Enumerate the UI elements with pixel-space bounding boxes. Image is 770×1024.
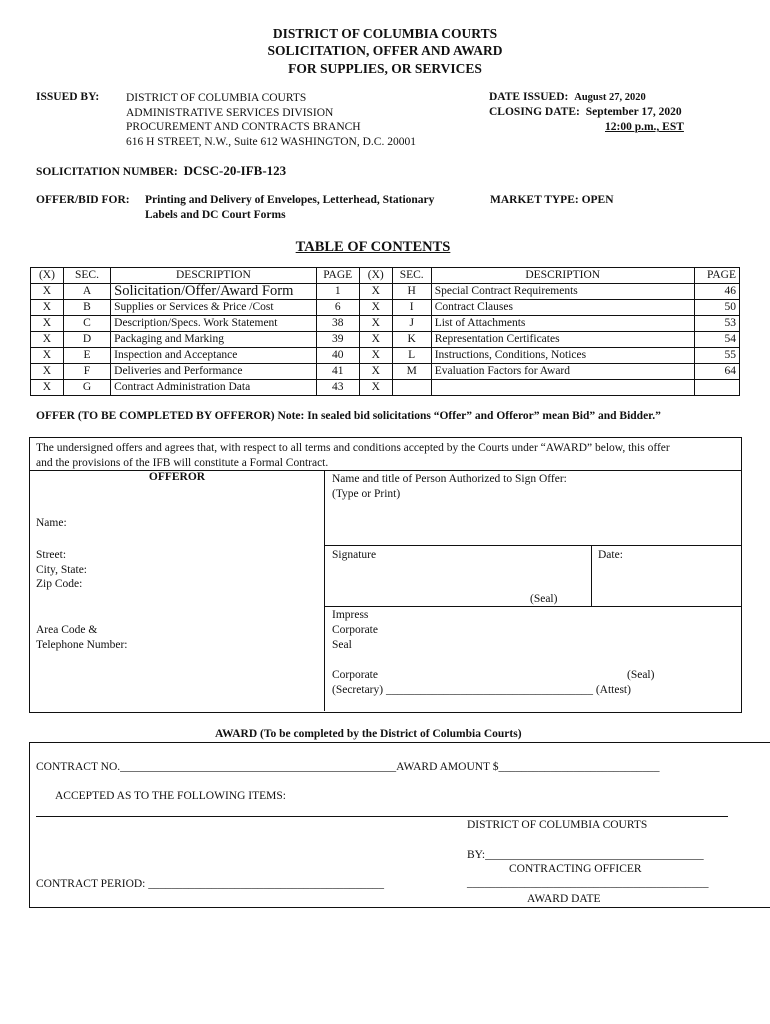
toc-cell: Instructions, Conditions, Notices: [431, 348, 694, 364]
toc-cell: X: [359, 364, 392, 380]
toc-cell: X: [31, 332, 64, 348]
offer-note: OFFER (TO BE COMPLETED BY OFFEROR) Note: In sealed bid solicitations “Offer” and Offeror” mean Bid” and Bidder.”: [36, 410, 661, 422]
toc-cell: X: [31, 348, 64, 364]
accepted-items-label: ACCEPTED AS TO THE FOLLOWING ITEMS:: [55, 790, 286, 802]
toc-cell: H: [392, 284, 431, 300]
form-title-line-1: DISTRICT OF COLUMBIA COURTS: [272, 26, 498, 41]
toc-cell: X: [31, 316, 64, 332]
area-code-label: Area Code &: [36, 624, 98, 636]
toc-cell: C: [63, 316, 110, 332]
toc-cell: X: [31, 300, 64, 316]
toc-cell: E: [63, 348, 110, 364]
form-title-line-2: SOLICITATION, OFFER AND AWARD: [267, 43, 503, 58]
toc-cell: 64: [694, 364, 739, 380]
toc-cell: B: [63, 300, 110, 316]
form-title-line-3: FOR SUPPLIES, OR SERVICES: [288, 61, 482, 76]
offer-intro-line-2: and the provisions of the IFB will constitute a Formal Contract.: [36, 457, 329, 469]
toc-cell: [694, 380, 739, 396]
name-label: Name:: [36, 517, 67, 529]
toc-row: [31, 348, 740, 364]
toc-cell: L: [392, 348, 431, 364]
toc-row: [31, 316, 740, 332]
closing-date: [489, 106, 682, 118]
seal-label: (Seal): [530, 593, 558, 605]
date-divider: [591, 545, 592, 606]
offer-for-line-1: Printing and Delivery of Envelopes, Letterhead, Stationary: [145, 194, 435, 206]
toc-cell: Evaluation Factors for Award: [431, 364, 694, 380]
toc-cell: 40: [316, 348, 359, 364]
type-or-print-label: (Type or Print): [332, 488, 401, 500]
issuer-line: ADMINISTRATIVE SERVICES DIVISION: [126, 106, 334, 119]
toc-cell: Packaging and Marking: [111, 332, 317, 348]
toc-cell: Contract Clauses: [431, 300, 694, 316]
issuer-line: DISTRICT OF COLUMBIA COURTS: [126, 92, 307, 104]
date-issued-value: August 27, 2020: [574, 92, 646, 103]
toc-cell: X: [359, 316, 392, 332]
toc-cell: 50: [694, 300, 739, 316]
signature-top-rule: [324, 545, 741, 546]
contracting-officer-label: CONTRACTING OFFICER: [509, 863, 642, 875]
date-label: Date:: [598, 549, 623, 561]
date-issued-label: DATE ISSUED:: [489, 91, 569, 103]
toc-table: [30, 267, 740, 396]
toc-row: [31, 332, 740, 348]
accepted-items-rule: [36, 816, 728, 817]
closing-date-value: September 17, 2020: [585, 106, 682, 118]
impress-label: Impress: [332, 609, 369, 621]
toc-cell: A: [63, 284, 110, 300]
award-title: AWARD (To be completed by the District of Columbia Courts): [215, 728, 522, 740]
toc-cell: 1: [316, 284, 359, 300]
offeror-title: OFFEROR: [148, 471, 206, 483]
toc-cell: 53: [694, 316, 739, 332]
toc-cell: List of Attachments: [431, 316, 694, 332]
toc-cell: M: [392, 364, 431, 380]
toc-cell: Representation Certificates: [431, 332, 694, 348]
award-date-label: AWARD DATE: [527, 893, 601, 905]
toc-cell: Special Contract Requirements: [431, 284, 694, 300]
solicitation-number-value: DCSC-20-IFB-123: [183, 163, 287, 178]
issuer-address: [126, 91, 416, 149]
issuer-line: PROCUREMENT AND CONTRACTS BRANCH: [126, 121, 361, 133]
toc-cell: Inspection and Acceptance: [111, 348, 317, 364]
toc-cell: 39: [316, 332, 359, 348]
toc-cell: [431, 380, 694, 396]
toc-cell: G: [63, 380, 110, 396]
offer-intro-line-1: The undersigned offers and agrees that, with respect to all terms and conditions accepted by the Courts under “AWARD” below, this offer: [36, 442, 670, 454]
impress-seal-label: Seal: [332, 639, 352, 651]
toc-cell: X: [359, 380, 392, 396]
authorized-signer-label: Name and title of Person Authorized to Sign Offer:: [332, 473, 567, 485]
corporate-label: Corporate: [332, 669, 378, 681]
toc-cell: 54: [694, 332, 739, 348]
toc-cell: 6: [316, 300, 359, 316]
toc-header-cell: PAGE: [316, 268, 359, 284]
market-type: MARKET TYPE: OPEN: [490, 194, 614, 206]
toc-cell: X: [31, 284, 64, 300]
offer-for-label: OFFER/BID FOR:: [36, 194, 130, 206]
date-issued: [489, 91, 646, 103]
street-label: Street:: [36, 549, 67, 561]
award-date-line: __________________________________________: [467, 877, 709, 889]
toc-row: [31, 300, 740, 316]
toc-header-row: [31, 268, 740, 284]
city-state-label: City, State:: [36, 564, 88, 576]
toc-header-cell: (X): [359, 268, 392, 284]
toc-cell: Solicitation/Offer/Award Form: [111, 284, 317, 300]
toc-cell: 41: [316, 364, 359, 380]
toc-cell: X: [359, 284, 392, 300]
toc-cell: [392, 380, 431, 396]
closing-date-label: CLOSING DATE:: [489, 106, 580, 118]
toc-cell: 38: [316, 316, 359, 332]
toc-header-cell: DESCRIPTION: [111, 268, 317, 284]
toc-header-cell: DESCRIPTION: [431, 268, 694, 284]
contract-period-line: CONTRACT PERIOD: _________________________________________: [36, 878, 384, 890]
toc-cell: 46: [694, 284, 739, 300]
toc-cell: X: [31, 364, 64, 380]
contract-number-line: CONTRACT NO.________________________________________________AWARD AMOUNT $____________________________: [36, 761, 660, 773]
zip-code-label: Zip Code:: [36, 578, 83, 590]
toc-row: [31, 284, 740, 300]
impress-corporate-label: Corporate: [332, 624, 378, 636]
toc-cell: I: [392, 300, 431, 316]
toc-cell: X: [359, 348, 392, 364]
issuer-line: 616 H STREET, N.W., Suite 612 WASHINGTON, D.C. 20001: [126, 135, 416, 148]
toc-cell: 43: [316, 380, 359, 396]
by-signature-line: BY:______________________________________: [467, 849, 704, 861]
offer-column-divider: [324, 470, 325, 711]
telephone-label: Telephone Number:: [36, 639, 128, 651]
toc-row: [31, 380, 740, 396]
closing-time: 12:00 p.m., EST: [605, 121, 684, 133]
toc-cell: D: [63, 332, 110, 348]
toc-cell: K: [392, 332, 431, 348]
toc-title: TABLE OF CONTENTS: [295, 239, 451, 255]
toc-cell: Contract Administration Data: [111, 380, 317, 396]
issued-by-label: ISSUED BY:: [36, 91, 100, 103]
offer-for-line-2: Labels and DC Court Forms: [145, 209, 286, 221]
toc-cell: J: [392, 316, 431, 332]
toc-cell: F: [63, 364, 110, 380]
corporate-seal-label: (Seal): [627, 669, 655, 681]
toc-cell: X: [31, 380, 64, 396]
toc-cell: 55: [694, 348, 739, 364]
signature-label: Signature: [332, 549, 377, 561]
dc-courts-label: DISTRICT OF COLUMBIA COURTS: [467, 819, 648, 831]
toc-header-cell: SEC.: [63, 268, 110, 284]
solicitation-number: [36, 163, 286, 179]
toc-cell: Deliveries and Performance: [111, 364, 317, 380]
toc-header-cell: SEC.: [392, 268, 431, 284]
toc-cell: Description/Specs. Work Statement: [111, 316, 317, 332]
secretary-attest-line: (Secretary) ____________________________________ (Attest): [332, 684, 631, 696]
toc-cell: Supplies or Services & Price /Cost: [111, 300, 317, 316]
toc-cell: X: [359, 300, 392, 316]
toc-row: [31, 364, 740, 380]
toc-header-cell: (X): [31, 268, 64, 284]
solicitation-number-label: SOLICITATION NUMBER:: [36, 166, 178, 178]
toc-cell: X: [359, 332, 392, 348]
toc-header-cell: PAGE: [694, 268, 739, 284]
